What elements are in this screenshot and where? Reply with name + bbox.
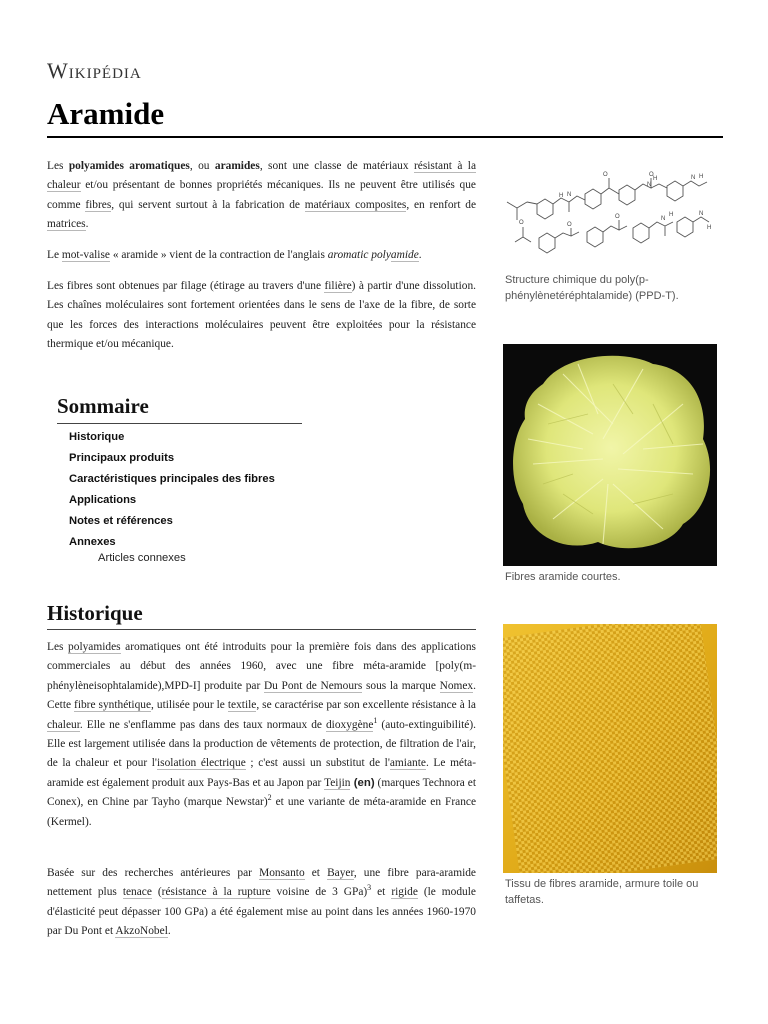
historique-paragraph-1: Les polyamides aromatiques ont été introduits pour la première fois dans des applications commerciales au début des années 1960, avec une fibre méta-aramide [poly(m-phénylèneisophtalamide),MPD-I] produite par Du Pont de Nemours sous la marque Nomex. Cette fibre synthétique, utilisée pour le textile, se caractérise par son excellente résistance à la chaleur. Elle ne s'enflamme pas dans des taux normaux de dioxygène$^1$ (auto-extinguibilité). Elle est largement utilisée dans la production de vêtements de protection, de filtration de l'air, de la chaleur et pour l'isolation électrique ; c'est aussi un substitut de l'amiante. Le méta-aramide est également produit aux Pays-Bas et au Japon par Teijin (en) (marques Technora et Conex), en Chine par Tayho (marque Newstar)$^2$ et une variante de méta-aramide en France (Kermel). <box>47 641 477 828</box>
svg-text:O: O <box>649 172 654 178</box>
caption-chemical-structure: Structure chimique du poly(p-phénylènetéréphtalamide) (PPD-T). <box>505 274 679 302</box>
link-filiere[interactable]: filière <box>324 280 352 292</box>
table-of-contents <box>57 394 302 570</box>
link-fibres[interactable]: fibres <box>85 198 112 211</box>
historique-paragraph-2: Basée sur des recherches antérieures par Monsanto et Bayer, une fibre para-aramide nettement plus tenace (résistance à la rupture voisine de 3 GPa)$^3$ et rigide (le module d'élasticité peut dépasser 100 GPa) a été également mise au point dans les années 1960-1970 par Du Pont et AkzoNobel. <box>47 867 476 938</box>
link-chaleur[interactable]: chaleur <box>47 718 80 731</box>
intro-paragraph-2: Le mot-valise « aramide » vient de la contraction de l'anglais aromatic polyamide. <box>47 249 422 261</box>
link-isolation-electrique[interactable]: isolation électrique <box>156 757 246 770</box>
link-du-pont-de-nemours[interactable]: Du Pont de Nemours <box>263 679 363 692</box>
intro-paragraph-1: Les polyamides aromatiques, ou aramides, sont une classe de matériaux résistant à la chaleur et/ou présentant de bonnes propriétés mécaniques. Ils ne peuvent être utilisés que comme fibres, qui servent surtout à la fabrication de matériaux composites, en renfort de matrices. <box>47 160 477 231</box>
footnote-ref-2[interactable]: 2 <box>267 793 272 803</box>
footnote-ref-1[interactable]: 1 <box>373 715 378 725</box>
toc-item-applications[interactable]: Applications <box>69 494 137 506</box>
caption-tissu: Tissu de fibres aramide, armure toile ou taffetas. <box>505 878 699 906</box>
svg-text:N: N <box>699 211 704 217</box>
svg-text:N: N <box>567 192 572 198</box>
toc-item-historique[interactable]: Historique <box>69 431 125 443</box>
tissu-aramide-illustration <box>503 624 717 873</box>
link-polyamides[interactable]: polyamides <box>68 641 121 653</box>
fibres-aramide-photo[interactable] <box>503 344 717 566</box>
link-dioxygene[interactable]: dioxygène <box>325 718 374 731</box>
bold-term: aramides <box>214 160 260 172</box>
chemical-structure-diagram <box>503 164 718 269</box>
bold-term: polyamides aromatiques <box>68 160 190 172</box>
interlanguage-link-en[interactable]: (en) <box>350 776 375 789</box>
link-resistant-chaleur[interactable]: résistant à la chaleur <box>47 160 476 192</box>
toc-item-annexes[interactable]: Annexes <box>69 536 116 548</box>
svg-text:H: H <box>559 193 564 199</box>
link-mot-valise[interactable]: mot-valise <box>61 249 110 261</box>
link-fibre-synthetique[interactable]: fibre synthétique <box>74 699 152 712</box>
svg-text:N: N <box>661 216 666 222</box>
link-resistance-rupture[interactable]: résistance à la rupture <box>161 886 271 899</box>
svg-text:O: O <box>603 172 608 178</box>
svg-text:H: H <box>699 174 704 180</box>
svg-text:O: O <box>519 220 524 226</box>
link-textile[interactable]: textile <box>227 699 257 712</box>
toc-title: Sommaire <box>57 394 302 424</box>
svg-text:H: H <box>707 225 712 231</box>
link-akzonobel[interactable]: AkzoNobel <box>115 925 168 938</box>
link-amide[interactable]: amide <box>390 249 419 261</box>
svg-text:H: H <box>669 212 674 218</box>
link-matrices[interactable]: matrices <box>47 218 86 231</box>
link-teijin[interactable]: Teijin <box>324 776 351 789</box>
link-tenace[interactable]: tenace <box>122 886 152 899</box>
intro-paragraph-3: Les fibres sont obtenues par filage (étirage au travers d'une filière) à partir d'une dissolution. Les chaînes moléculaires sont fortement orientées dans le sens de l'axe de la fibre, de sorte que les forces des interactions moléculaires peuvent être exploitées pour la résistance thermique et/ou mécanique. <box>47 280 476 351</box>
toc-subitem-articles-connexes[interactable]: Articles connexes <box>98 552 186 564</box>
link-materiaux-composites[interactable]: matériaux composites <box>304 198 407 211</box>
toc-item-notes-references[interactable]: Notes et références <box>69 515 173 527</box>
section-heading-historique: Historique <box>47 601 476 630</box>
link-rigide[interactable]: rigide <box>391 886 418 899</box>
svg-text:O: O <box>615 214 620 220</box>
chemical-structure-image[interactable] <box>503 164 718 269</box>
toc-item-principaux-produits[interactable]: Principaux produits <box>69 452 175 464</box>
svg-text:O: O <box>567 222 572 228</box>
title-divider <box>47 136 723 138</box>
toc-item-caracteristiques[interactable]: Caractéristiques principales des fibres <box>69 473 275 485</box>
svg-text:N: N <box>691 175 696 181</box>
toc-list <box>57 431 302 570</box>
tissu-aramide-photo[interactable] <box>503 624 717 873</box>
svg-text:H: H <box>653 176 658 182</box>
caption-fibres-courtes: Fibres aramide courtes. <box>505 571 621 583</box>
page-title: Aramide <box>47 96 165 131</box>
wikipedia-wordmark[interactable]: Wikipédia <box>47 58 142 83</box>
link-monsanto[interactable]: Monsanto <box>259 867 305 879</box>
svg-text:N: N <box>647 182 652 188</box>
footnote-ref-3[interactable]: 3 <box>367 883 372 893</box>
link-nomex[interactable]: Nomex <box>439 679 474 692</box>
link-bayer[interactable]: Bayer <box>327 867 354 879</box>
fibres-aramide-illustration <box>503 344 717 566</box>
link-amiante[interactable]: amiante <box>389 757 426 770</box>
